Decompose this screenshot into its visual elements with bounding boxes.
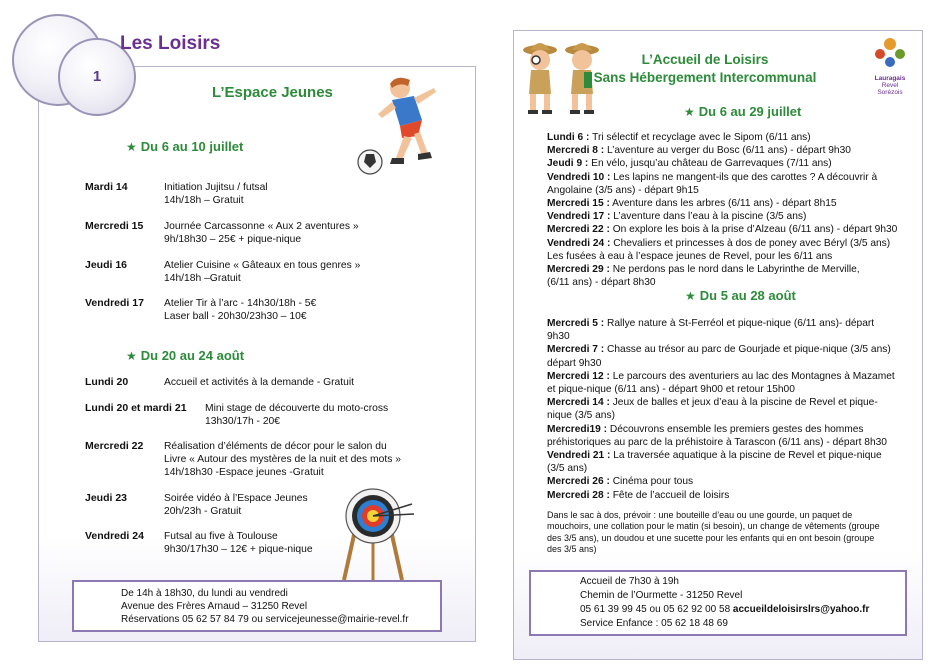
- alsh-title-line1: L’Accueil de Loisirs: [641, 52, 769, 67]
- activity-line: [547, 396, 895, 409]
- activity-line: Dans le sac à dos, prévoir : une bouteille d’eau ou une gourde, un paquet de: [547, 510, 853, 520]
- alsh-period1-label: Du 6 au 29 juillet: [698, 104, 802, 119]
- logo-text-2: Revel: [881, 82, 899, 89]
- activity-line: Accueil et activités à la demande - Gratuit: [164, 377, 355, 388]
- activity-line: [547, 475, 895, 488]
- activity-day: Lundi 20 et mardi 21: [85, 402, 187, 414]
- activity-line: 20h/23h - Gratuit: [164, 506, 242, 517]
- star-icon: ★: [685, 289, 696, 303]
- period2-heading: [126, 348, 244, 363]
- activity-line: des 3/5 ans), un doudou et une sucette pour les enfants qui en ont besoin (groupe: [547, 532, 875, 543]
- activity-text: En vélo, jusqu’au château de Garrevaques (7/11 ans): [588, 158, 832, 170]
- activity-line: [547, 210, 897, 223]
- july-activities: [547, 131, 897, 289]
- activity-day-label: Vendredi 24 :: [547, 237, 611, 249]
- activity-text: Le parcours des aventuriers au lac des Montagnes à Mazamet: [609, 370, 895, 382]
- activity-line: Soirée vidéo à l’Espace Jeunes: [164, 493, 308, 504]
- activity-line: 14h/18h30 -Espace jeunes -Gratuit: [164, 467, 324, 478]
- alsh-period2-heading: [685, 288, 796, 303]
- activity-line: Laser ball - 20h30/23h30 – 10€: [164, 311, 307, 322]
- activity-day-label: Mercredi 12 :: [547, 370, 610, 382]
- activity-line: des 3/5 ans): [547, 544, 597, 555]
- archery-target-illustration: [336, 486, 416, 582]
- activity-day-label: Vendredi 10 :: [547, 171, 611, 183]
- activity-line: [547, 171, 897, 184]
- activity-day: Vendredi 17: [85, 297, 144, 309]
- activity-line: [547, 370, 895, 383]
- activity-day: Jeudi 23: [85, 492, 128, 504]
- footer-hours: De 14h à 18h30, du lundi au vendredi: [121, 588, 288, 599]
- alsh-footer-service: Service Enfance : 05 62 18 48 69: [580, 618, 728, 629]
- activity-line: [547, 157, 897, 170]
- activity-line: Réalisation d’éléments de décor pour le salon du: [164, 441, 387, 452]
- lauragais-logo-icon: [866, 36, 914, 70]
- activity-line: [547, 409, 895, 422]
- activity-text: Les lapins ne mangent-ils que des carottes ? A découvrir à: [610, 171, 878, 183]
- section-title: Les Loisirs: [120, 33, 221, 54]
- alsh-footer-hours: Accueil de 7h30 à 19h: [580, 576, 679, 587]
- alsh-footer-email[interactable]: accueildeloisirslrs@yahoo.fr: [732, 604, 870, 615]
- activity-text: (3/5 ans): [547, 463, 588, 475]
- activity-text: Tri sélectif et recyclage avec le Sipom (6/11 ans): [589, 132, 811, 143]
- activity-text: Aventure dans les arbres (6/11 ans) - départ 8h15: [609, 198, 837, 210]
- activity-line: [547, 462, 895, 475]
- activity-text: préhistoriques au parc de la préhistoire à Tarascon (6/11 ans) - départ 8h30: [547, 436, 887, 448]
- activity-day-label: Mercredi 7 :: [547, 344, 605, 356]
- activity-line: [547, 436, 895, 449]
- espace-jeunes-title: L’Espace Jeunes: [212, 84, 333, 101]
- activity-line: Mini stage de découverte du moto-cross: [205, 403, 389, 414]
- activity-line: [547, 184, 897, 197]
- activity-day-label: Mercredi 29 :: [547, 264, 610, 276]
- activity-line: [547, 489, 895, 502]
- activity-line: Initiation Jujitsu / futsal: [164, 182, 268, 193]
- activity-day-label: Vendredi 21 :: [547, 450, 611, 462]
- activity-line: [547, 317, 895, 330]
- activity-day-label: Mercredi 28 :: [547, 489, 610, 501]
- alsh-period1-heading: [684, 104, 801, 119]
- star-icon: ★: [126, 140, 137, 154]
- activity-line: Livre « Autour des mystères de la nuit et des mots »: [164, 454, 401, 465]
- activity-text: et pique-nique (6/11 ans) - départ 9h00 et retour 15h00: [547, 384, 795, 396]
- activity-line: 13h30/17h - 20€: [205, 416, 281, 427]
- star-icon: ★: [684, 105, 695, 119]
- activity-day-label: Mercredi 8 :: [547, 145, 605, 157]
- activity-line: [547, 131, 897, 144]
- activity-line: [547, 330, 895, 343]
- activity-line: [547, 197, 897, 210]
- activity-text: Découvrons ensemble les premiers gestes des hommes: [607, 423, 864, 435]
- activity-text: Rallye nature à St-Ferréol et pique-nique (6/11 ans)- départ: [604, 318, 875, 329]
- activity-line: 14h/18h – Gratuit: [164, 195, 244, 206]
- activity-line: mouchoirs, une collation pour le matin (si besoin), un change de vêtements (groupe: [547, 521, 880, 532]
- activity-day-label: Mercredi 26 :: [547, 476, 610, 488]
- activity-day: Jeudi 16: [85, 259, 128, 271]
- activity-line: [547, 357, 895, 370]
- footballer-illustration: [356, 74, 440, 182]
- activity-line: Atelier Cuisine « Gâteaux en tous genres »: [164, 260, 361, 271]
- activity-text: nique (3/5 ans): [547, 410, 615, 422]
- logo-text-3: Sorézois: [877, 89, 903, 96]
- activity-line: [547, 237, 897, 250]
- activity-text: Cinéma pour tous: [609, 476, 694, 488]
- activity-text: départ 9h30: [547, 357, 602, 369]
- activity-line: Atelier Tir à l’arc - 14h30/18h - 5€: [164, 298, 317, 309]
- activity-text: Chevaliers et princesses à dos de poney avec Béryl (3/5 ans): [610, 237, 891, 249]
- star-icon: ★: [126, 349, 137, 363]
- activity-day-label: Jeudi 9 :: [547, 158, 589, 170]
- activity-text: 9h30: [547, 331, 570, 343]
- activity-line: [547, 423, 895, 436]
- activity-line: [547, 144, 897, 157]
- activity-day-label: Mercredi19 :: [547, 423, 608, 435]
- activity-day: Mercredi 22: [85, 440, 144, 452]
- activity-text: Chasse au trésor au parc de Gourjade et pique-nique (3/5 ans): [604, 344, 891, 356]
- alsh-title-line2: Sans Hébergement Intercommunal: [593, 70, 817, 85]
- activity-day: Vendredi 24: [85, 530, 144, 542]
- activity-day-label: Mercredi 14 :: [547, 397, 610, 409]
- activity-text: Les fusées à eau à l’espace jeunes de Revel, pour les 6/11 ans: [547, 250, 833, 262]
- activity-text: On explore les bois à la prise d’Alzeau (6/11 ans) - départ 9h30: [609, 224, 898, 236]
- activity-text: Ne perdons pas le nord dans le Labyrinthe de Merville,: [609, 264, 860, 276]
- activity-line: 9h30/17h30 – 12€ + pique-nique: [164, 544, 313, 555]
- activity-text: (6/11 ans) - départ 8h30: [547, 277, 656, 289]
- activity-line: [547, 383, 895, 396]
- august-activities: [547, 317, 895, 502]
- alsh-period2-label: Du 5 au 28 août: [699, 288, 796, 303]
- activity-day-label: Mercredi 15 :: [547, 198, 610, 210]
- activity-day-label: Vendredi 17 :: [547, 211, 611, 223]
- footer-address: Avenue des Frères Arnaud – 31250 Revel: [121, 601, 308, 612]
- activity-day: Mercredi 15: [85, 220, 144, 232]
- logo-text-1: Lauragais: [874, 75, 906, 82]
- activity-line: [547, 250, 897, 263]
- alsh-footer-contact: [580, 603, 869, 617]
- activity-line: 9h/18h30 – 25€ + pique-nique: [164, 234, 302, 245]
- activity-line: [547, 343, 895, 356]
- activity-text: Fête de l’accueil de loisirs: [609, 489, 730, 501]
- activity-text: L’aventure dans l’eau à la piscine (3/5 ans): [610, 211, 807, 223]
- activity-day: Lundi 20: [85, 376, 129, 388]
- activity-line: [547, 263, 897, 276]
- period2-label: Du 20 au 24 août: [140, 348, 245, 363]
- page-number: 1: [92, 68, 102, 85]
- activity-line: [547, 449, 895, 462]
- activity-text: L’aventure au verger du Bosc (6/11 ans) - départ 9h30: [604, 145, 851, 157]
- activity-day-label: Lundi 6 :: [547, 132, 590, 143]
- period1-label: Du 6 au 10 juillet: [140, 139, 244, 154]
- activity-line: Journée Carcassonne « Aux 2 aventures »: [164, 221, 359, 232]
- alsh-footer-address: Chemin de l’Ourmette - 31250 Revel: [580, 590, 743, 601]
- activity-line: [547, 223, 897, 236]
- alsh-footer-phone: 05 61 39 99 45 ou 05 62 92 00 58: [580, 604, 733, 615]
- activity-day-label: Mercredi 5 :: [547, 318, 605, 329]
- activity-text: Jeux de balles et jeux d’eau à la piscine de Revel et pique-: [609, 397, 878, 409]
- activity-day: Mardi 14: [85, 181, 128, 193]
- activity-line: 14h/18h –Gratuit: [164, 273, 241, 284]
- lauragais-logo: [866, 36, 914, 98]
- activity-line: Futsal au five à Toulouse: [164, 531, 278, 542]
- activity-text: Angolaine (3/5 ans) - départ 9h15: [547, 184, 699, 196]
- activity-text: La traversée aquatique à la piscine de Revel et pique-nique: [610, 450, 882, 462]
- activity-day-label: Mercredi 22 :: [547, 224, 610, 236]
- footer-reservations: Réservations 05 62 57 84 79 ou servicejeunesse@mairie-revel.fr: [121, 614, 409, 625]
- period1-heading: [126, 139, 243, 154]
- backpack-notice: [547, 510, 880, 556]
